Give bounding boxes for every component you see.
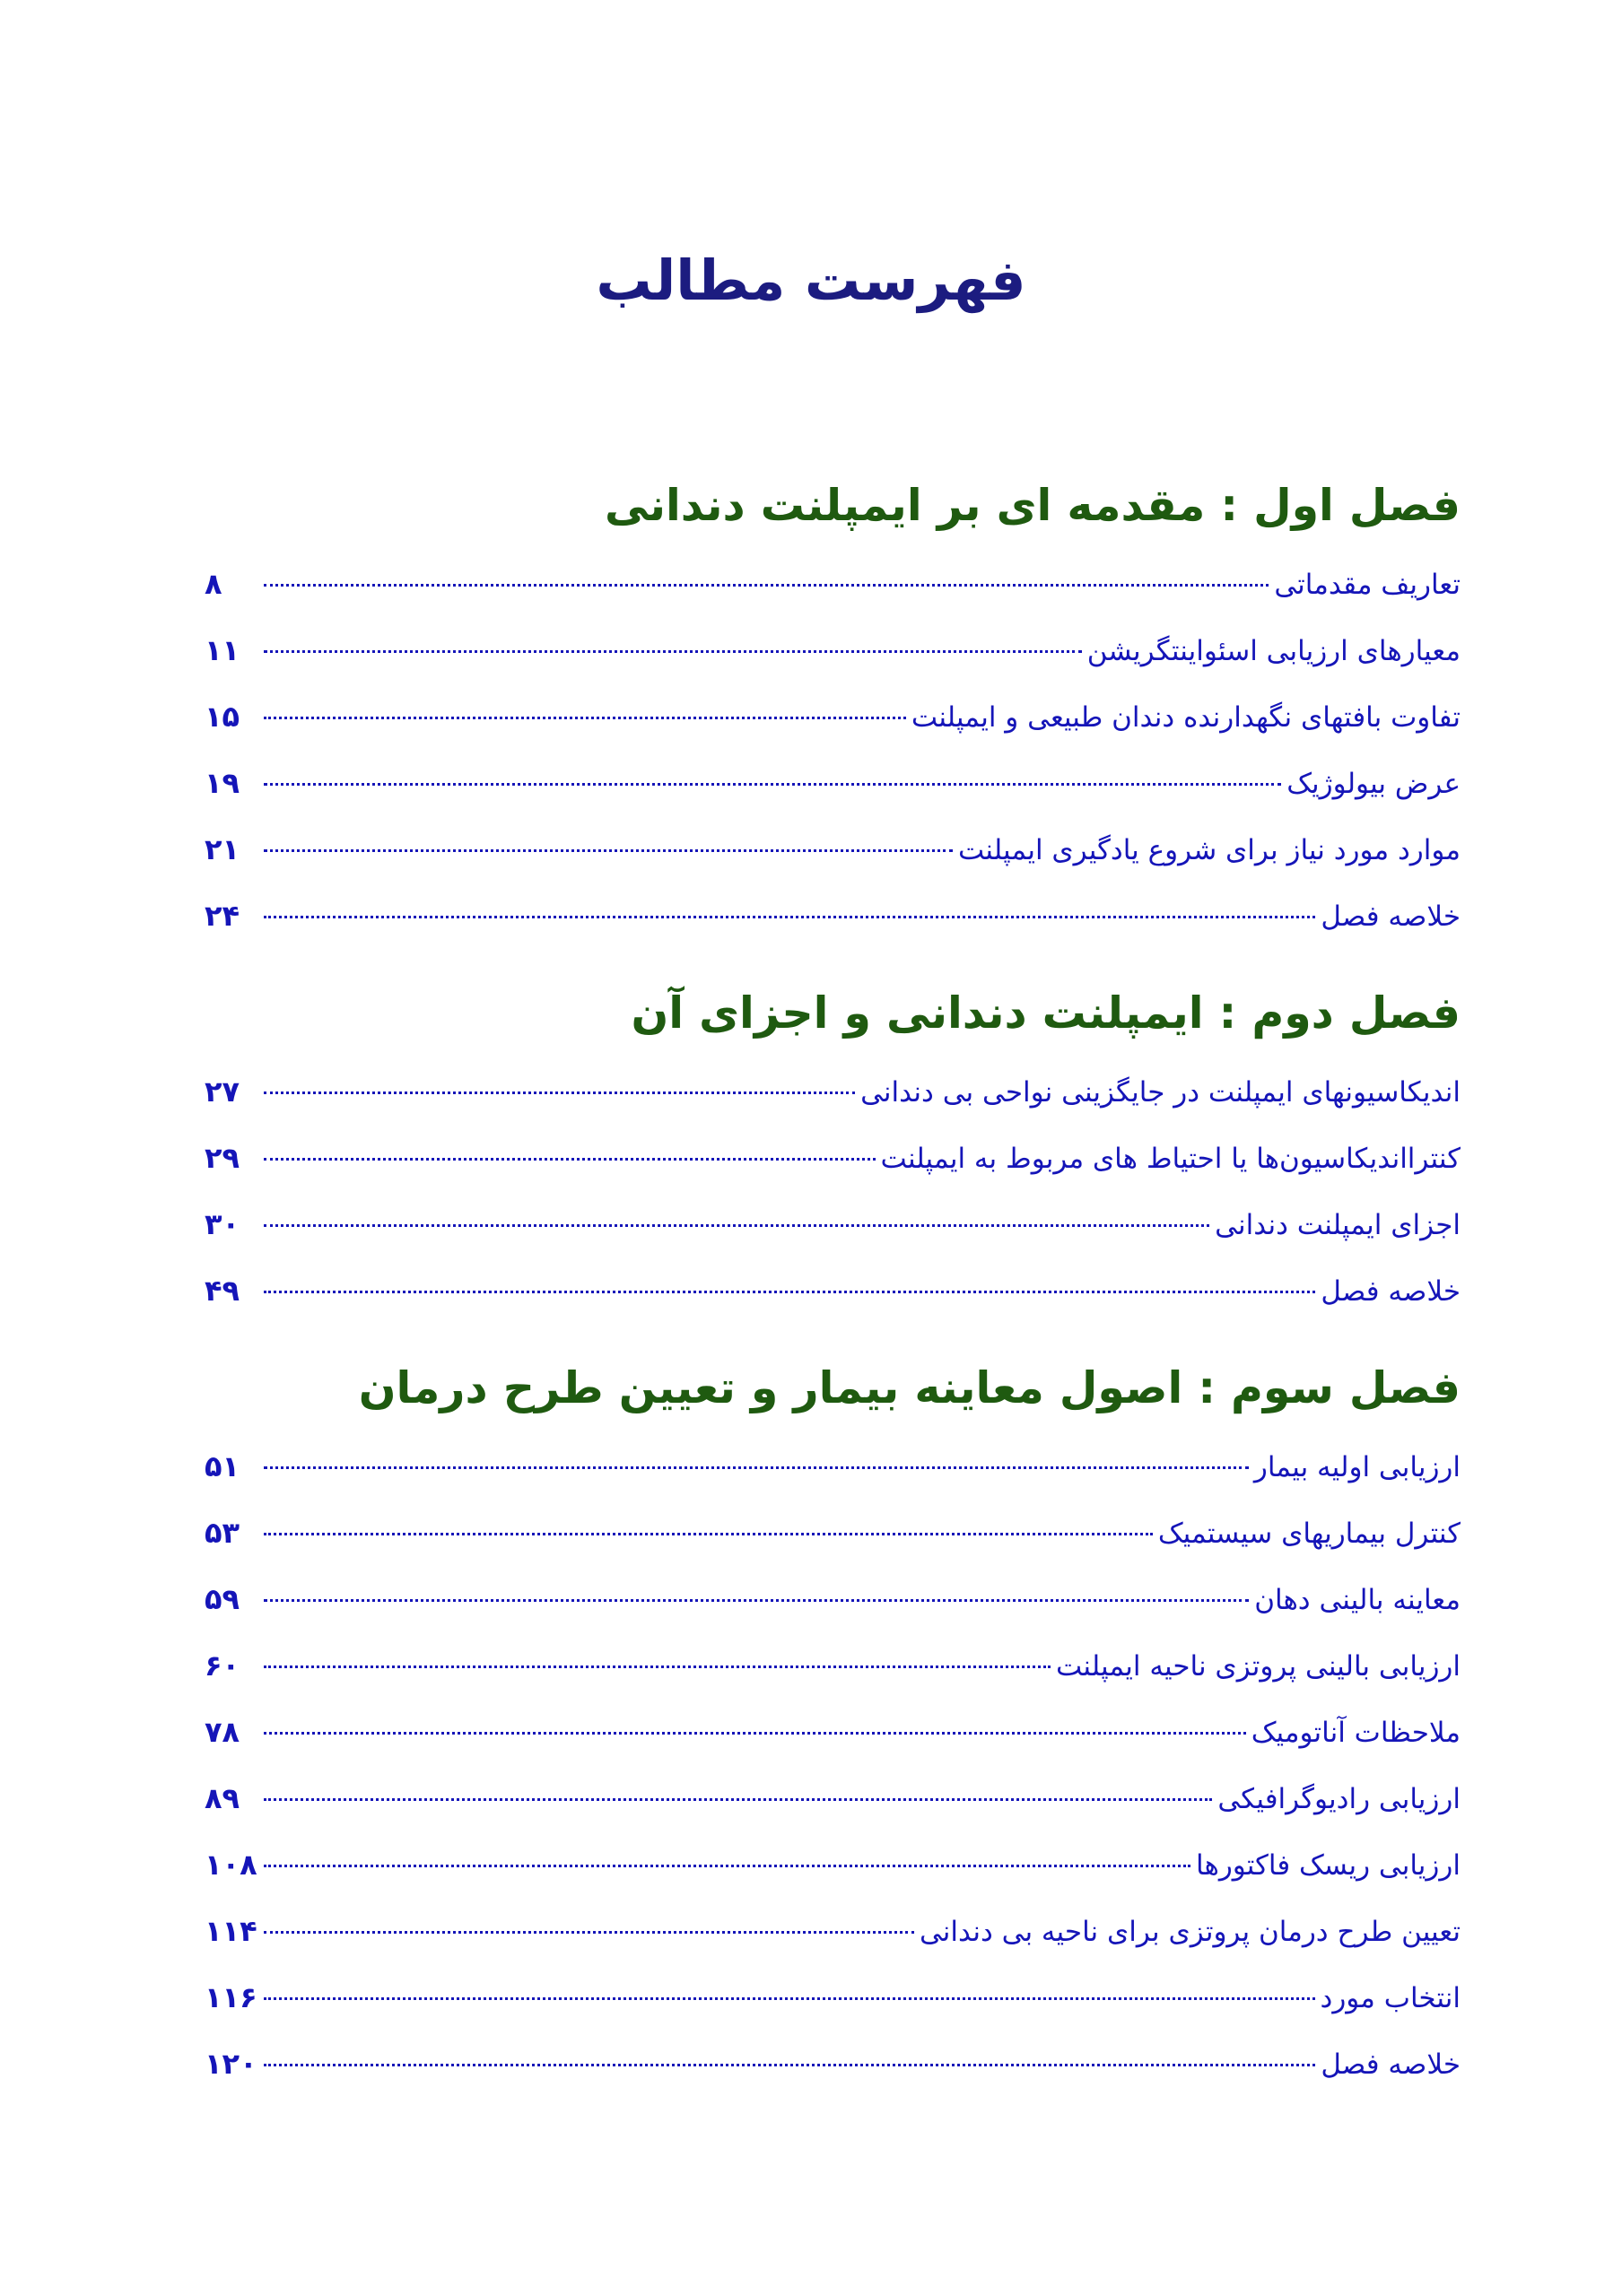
entry-title: ملاحظات آناتومیک (1251, 1717, 1461, 1749)
entry-title: کنترل بیماریهای سیستمیک (1157, 1518, 1461, 1550)
entry-title: خلاصه فصل (1321, 2048, 1461, 2081)
dot-leader (264, 650, 1082, 653)
page-number: ۷۸ (205, 1715, 240, 1749)
page-number: ۲۴ (205, 899, 240, 933)
page-number: ۲۱ (205, 832, 240, 866)
toc-entry[interactable] (205, 816, 1461, 883)
entry-title: اجزای ایمپلنت دندانی (1215, 1209, 1461, 1241)
toc-entry[interactable] (205, 1125, 1461, 1191)
entry-title: تفاوت بافتهای نگهدارنده دندان طبیعی و ایمپلنت (911, 701, 1461, 734)
toc-entry[interactable] (205, 1632, 1461, 1699)
toc-entry[interactable] (205, 683, 1461, 750)
chapter-2 (205, 969, 1461, 1324)
dot-leader (264, 1997, 1315, 2000)
page-title: فهرست مطالب (596, 248, 1026, 313)
dot-leader (264, 1865, 1190, 1867)
entry-title: معاینه بالینی دهان (1254, 1584, 1461, 1616)
dot-leader (264, 1158, 876, 1161)
page-number: ۴۹ (205, 1274, 240, 1308)
page-number: ۱۱ (205, 633, 240, 667)
dot-leader (264, 2064, 1315, 2066)
entry-title: اندیکاسیونهای ایمپلنت در جایگزینی نواحی بی دندانی (860, 1076, 1461, 1109)
entry-title: خلاصه فصل (1321, 900, 1461, 933)
entry-title: ارزیابی اولیه بیمار (1253, 1451, 1461, 1483)
chapter-1 (205, 461, 1461, 949)
dot-leader (264, 1732, 1246, 1735)
toc-entry[interactable] (205, 551, 1461, 617)
chapter-heading: فصل دوم : ایمپلنت دندانی و اجزای آن (631, 987, 1461, 1039)
page-number: ۱۱۶ (205, 1980, 257, 2014)
toc-entry[interactable] (205, 1699, 1461, 1765)
toc-entry[interactable] (205, 1433, 1461, 1500)
toc-entry[interactable] (205, 1898, 1461, 1964)
toc-entry[interactable] (205, 750, 1461, 816)
dot-leader (264, 1798, 1212, 1801)
chapter-1-entries (205, 551, 1461, 949)
chapter-heading: فصل اول : مقدمه ای بر ایمپلنت دندانی (605, 480, 1461, 531)
toc-entry[interactable] (205, 1831, 1461, 1898)
page-number: ۱۲۰ (205, 2047, 257, 2081)
page-number: ۲۷ (205, 1074, 240, 1109)
entry-title: ارزیابی بالینی پروتزی ناحیه ایمپلنت (1055, 1650, 1461, 1683)
toc-entry[interactable] (205, 1058, 1461, 1125)
chapter-3 (205, 1344, 1461, 2097)
page-number: ۵۹ (205, 1582, 240, 1616)
page-number: ۱۵ (205, 700, 240, 734)
toc-entry[interactable] (205, 1257, 1461, 1324)
page-number: ۱۰۸ (205, 1848, 257, 1882)
entry-title: عرض بیولوژیک (1286, 768, 1461, 800)
dot-leader (264, 849, 953, 852)
chapter-3-entries (205, 1433, 1461, 2097)
toc-entry[interactable] (205, 2031, 1461, 2097)
entry-title: خلاصه فصل (1321, 1275, 1461, 1308)
page-number: ۱۱۴ (205, 1914, 257, 1948)
dot-leader (264, 783, 1281, 786)
entry-title: تعاریف مقدماتی (1274, 569, 1461, 601)
dot-leader (264, 717, 906, 719)
entry-title: ارزیابی ریسک فاکتورها (1196, 1849, 1461, 1882)
toc-entry[interactable] (205, 1964, 1461, 2031)
entry-title: ارزیابی رادیوگرافیکی (1217, 1783, 1461, 1815)
toc-entry[interactable] (205, 1500, 1461, 1566)
toc-entry[interactable] (205, 1191, 1461, 1257)
dot-leader (264, 1931, 914, 1934)
dot-leader (264, 1533, 1153, 1535)
dot-leader (264, 1291, 1315, 1293)
toc-entry[interactable] (205, 1765, 1461, 1831)
entry-title: انتخاب مورد (1320, 1982, 1461, 2014)
entry-title: معیارهای ارزیابی اسئواینتگریشن (1086, 635, 1461, 667)
toc-entry[interactable] (205, 617, 1461, 683)
chapter-2-entries (205, 1058, 1461, 1324)
dot-leader (264, 1599, 1249, 1602)
dot-leader (264, 1665, 1051, 1668)
entry-title: موارد مورد نیاز برای شروع یادگیری ایمپلنت (957, 834, 1461, 866)
page-number: ۲۹ (205, 1141, 240, 1175)
toc-entry[interactable] (205, 1566, 1461, 1632)
page-number: ۵۱ (205, 1449, 240, 1483)
table-of-contents (205, 461, 1461, 2117)
page-number: ۶۰ (205, 1648, 240, 1683)
toc-entry[interactable] (205, 883, 1461, 949)
page-number: ۸۹ (205, 1781, 240, 1815)
dot-leader (264, 1091, 855, 1094)
page-number: ۸ (205, 567, 222, 601)
dot-leader (264, 916, 1315, 918)
chapter-heading: فصل سوم : اصول معاینه بیمار و تعیین طرح درمان (358, 1362, 1461, 1413)
page-number: ۵۳ (205, 1516, 240, 1550)
page-number: ۱۹ (205, 766, 240, 800)
entry-title: تعیین طرح درمان پروتزی برای ناحیه بی دندانی (919, 1916, 1461, 1948)
dot-leader (264, 1224, 1209, 1227)
dot-leader (264, 1466, 1249, 1469)
entry-title: کنترااندیکاسیون‌ها یا احتیاط های مربوط به ایمپلنت (880, 1143, 1461, 1175)
dot-leader (264, 584, 1269, 587)
page-number: ۳۰ (205, 1207, 240, 1241)
